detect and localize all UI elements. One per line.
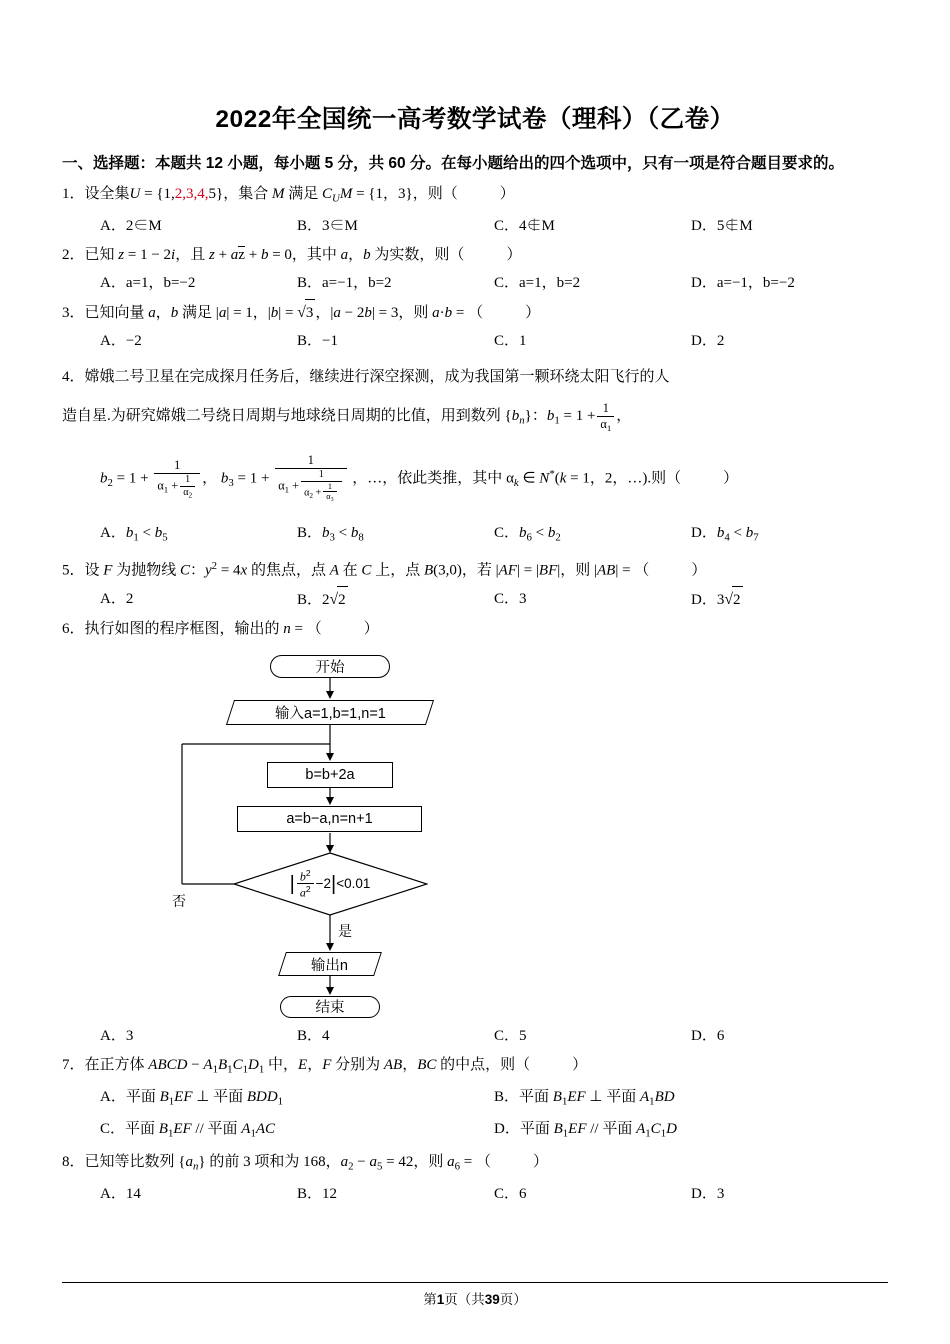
option-A[interactable]: A．−2: [100, 333, 142, 350]
flow-start: [270, 655, 390, 678]
option-A[interactable]: A．14: [100, 1186, 141, 1203]
q4-text3: ，…，依此类推，其中: [352, 470, 503, 487]
option-A[interactable]: A．a=1，b=−2: [100, 275, 196, 292]
question-2: 2．已知 z = 1 − 2i，且 z + az + b = 0，其中 a，b 为实数，则（ ）: [62, 247, 522, 264]
option-A[interactable]: A．$b_1 < b_5$: [100, 524, 168, 544]
flow-condition: | $\frac{b^2}{a^2}$ −2 | <0.01: [232, 852, 428, 916]
question-7-options-row2: [62, 1116, 888, 1146]
option-B[interactable]: B．4: [297, 1027, 330, 1044]
option-B[interactable]: B．a=−1，b=2: [297, 275, 392, 292]
option-D[interactable]: D．3√2: [691, 586, 888, 613]
option-C[interactable]: C．平面 $B_1EF$ // 平面 $A_1AC$: [100, 1120, 276, 1139]
question-4-line3: $b_2 = 1$ + 1 $\alpha_1$ + $\frac{1}{\alpha_2}$ ， $b_3 = 1$ + 1 $\alpha_1$ + 1 $\alpha_2$ + $\frac{1}{\alpha_3}$ ，…，依此类推，其中 $\alpha_k$ ∈ N*(k = 1，2，…).则（ ）: [100, 453, 739, 504]
question-1-options: [62, 213, 888, 239]
flow-step2: [237, 806, 422, 832]
option-A[interactable]: A．平面 $B_1EF$ ⊥ 平面 $BDD_1$: [100, 1089, 284, 1108]
option-C[interactable]: C．$b_6 < b_2$: [494, 524, 561, 544]
flow-output: [278, 952, 382, 976]
option-B[interactable]: B．平面 $B_1EF$ ⊥ 平面 $A_1BD$: [494, 1089, 675, 1108]
option-B[interactable]: B．−1: [297, 333, 338, 350]
option-C[interactable]: C．3: [494, 590, 527, 607]
question-2-options: [62, 270, 888, 296]
question-7: 7．在正方体 ABCD − $A_1B_1C_1D_1$ 中，E，F 分别为 AB，BC 的中点，则（ ）: [62, 1056, 588, 1076]
question-4-options: [62, 520, 888, 550]
question-4-line1: 4．嫦娥二号卫星在完成探月任务后，继续进行深空探测，成为我国第一颗环绕太阳飞行的人: [62, 369, 670, 386]
option-A[interactable]: A．2∈M: [100, 218, 162, 235]
option-D[interactable]: D．$b_4 < b_7$: [691, 524, 759, 544]
question-6-options: [62, 1023, 888, 1049]
question-7-options-row1: [62, 1084, 888, 1114]
option-B[interactable]: B．$b_3 < b_8$: [297, 524, 364, 544]
question-1: 1．设全集U = {1,2,3,4,5}，集合 M 满足 $C_UM = \{1$，3}，则（ ）: [62, 186, 515, 205]
flow-output-label: 输出n: [311, 957, 349, 974]
option-D[interactable]: D．5∉M: [691, 218, 753, 235]
question-3-options: [62, 328, 888, 354]
flowchart: [172, 649, 602, 1019]
option-C[interactable]: C．a=1，b=2: [494, 275, 581, 292]
option-C[interactable]: C．5: [494, 1027, 527, 1044]
option-D[interactable]: D．6: [691, 1027, 725, 1044]
footer-suffix: 页）: [499, 1292, 527, 1307]
option-C[interactable]: C．6: [494, 1186, 527, 1203]
flow-yes-label: 是: [338, 922, 352, 939]
flow-start-label: 开始: [315, 659, 345, 676]
flow-end: [280, 996, 380, 1018]
option-B[interactable]: B．2√2: [297, 586, 494, 613]
option-D[interactable]: D．3: [691, 1186, 725, 1203]
footer-prefix: 第: [423, 1292, 437, 1307]
cond-cmp: <0.01: [336, 876, 371, 892]
cond-tail: −2: [315, 876, 332, 892]
flow-input: [226, 700, 434, 725]
question-5-options: [62, 586, 888, 613]
option-D[interactable]: D．平面 $B_1EF$ // 平面 $A_1C_1D$: [494, 1120, 677, 1139]
q1-stem-pre: 设全集: [84, 186, 130, 202]
footer-total-pages: 39: [484, 1292, 500, 1307]
question-6: 6．执行如图的程序框图，输出的 n = （ ）: [62, 620, 379, 637]
option-C[interactable]: C．4∉M: [494, 218, 555, 235]
flow-no-label: 否: [172, 892, 186, 909]
option-A[interactable]: A．3: [100, 1027, 134, 1044]
q4-text1: 嫦娥二号卫星在完成探月任务后，继续进行深空探测，成为我国第一颗环绕太阳飞行的人: [84, 369, 670, 386]
option-D[interactable]: D．2: [691, 333, 725, 350]
q4-text2: 造自星.为研究嫦娥二号绕日周期与地球绕日周期的比值，用到数列: [62, 408, 501, 425]
option-B[interactable]: B．12: [297, 1186, 338, 1203]
flow-step1: [267, 762, 393, 788]
page-title: 2022年全国统一高考数学试卷（理科）（乙卷）: [215, 106, 735, 133]
question-4-line2: 造自星.为研究嫦娥二号绕日周期与地球绕日周期的比值，用到数列 $\{b_n\}$：$b_1 = 1$ + $\frac{1}{\alpha_1}$ ，: [62, 401, 632, 433]
option-B[interactable]: B．3∈M: [297, 218, 358, 235]
flow-input-label: 输入a=1,b=1,n=1: [274, 705, 386, 722]
question-8-options: [62, 1181, 888, 1207]
option-C[interactable]: C．1: [494, 333, 527, 350]
flow-step1-label: b=b+2a: [305, 766, 355, 783]
question-5: 5．设 F 为抛物线 C：$y^2 = 4x$ 的焦点，点 A 在 C 上，点 B(3,0)，若 |AF| = |BF|，则 |AB| = （ ）: [62, 560, 707, 579]
footer-middle: 页（共: [444, 1292, 485, 1307]
question-8: 8．已知等比数列 $\{a_n\}$ 的前 3 项和为 168，$a_2 - a_5 = 42$，则 $a_6$ = （ ）: [62, 1153, 548, 1173]
flow-step2-label: a=b−a,n=n+1: [286, 810, 373, 827]
cond-numerator: $b^2$: [299, 867, 311, 883]
section-heading: 一、选择题：本题共 12 小题，每小题 5 分，共 60 分。在每小题给出的四个选项中，只有一项是符合题目要求的。: [62, 155, 844, 172]
footer-page-number: 1: [436, 1292, 445, 1307]
cond-denominator: $a^2$: [297, 883, 314, 899]
flow-end-label: 结束: [315, 1000, 345, 1017]
page-footer: [62, 1282, 888, 1308]
option-D[interactable]: D．a=−1，b=−2: [691, 275, 795, 292]
question-3: 3．已知向量 a，b 满足 |a| = 1，|b| = √3 ，|a − 2b| = 3，则 a·b = （ ）: [62, 299, 888, 327]
option-A[interactable]: A．2: [100, 590, 134, 607]
